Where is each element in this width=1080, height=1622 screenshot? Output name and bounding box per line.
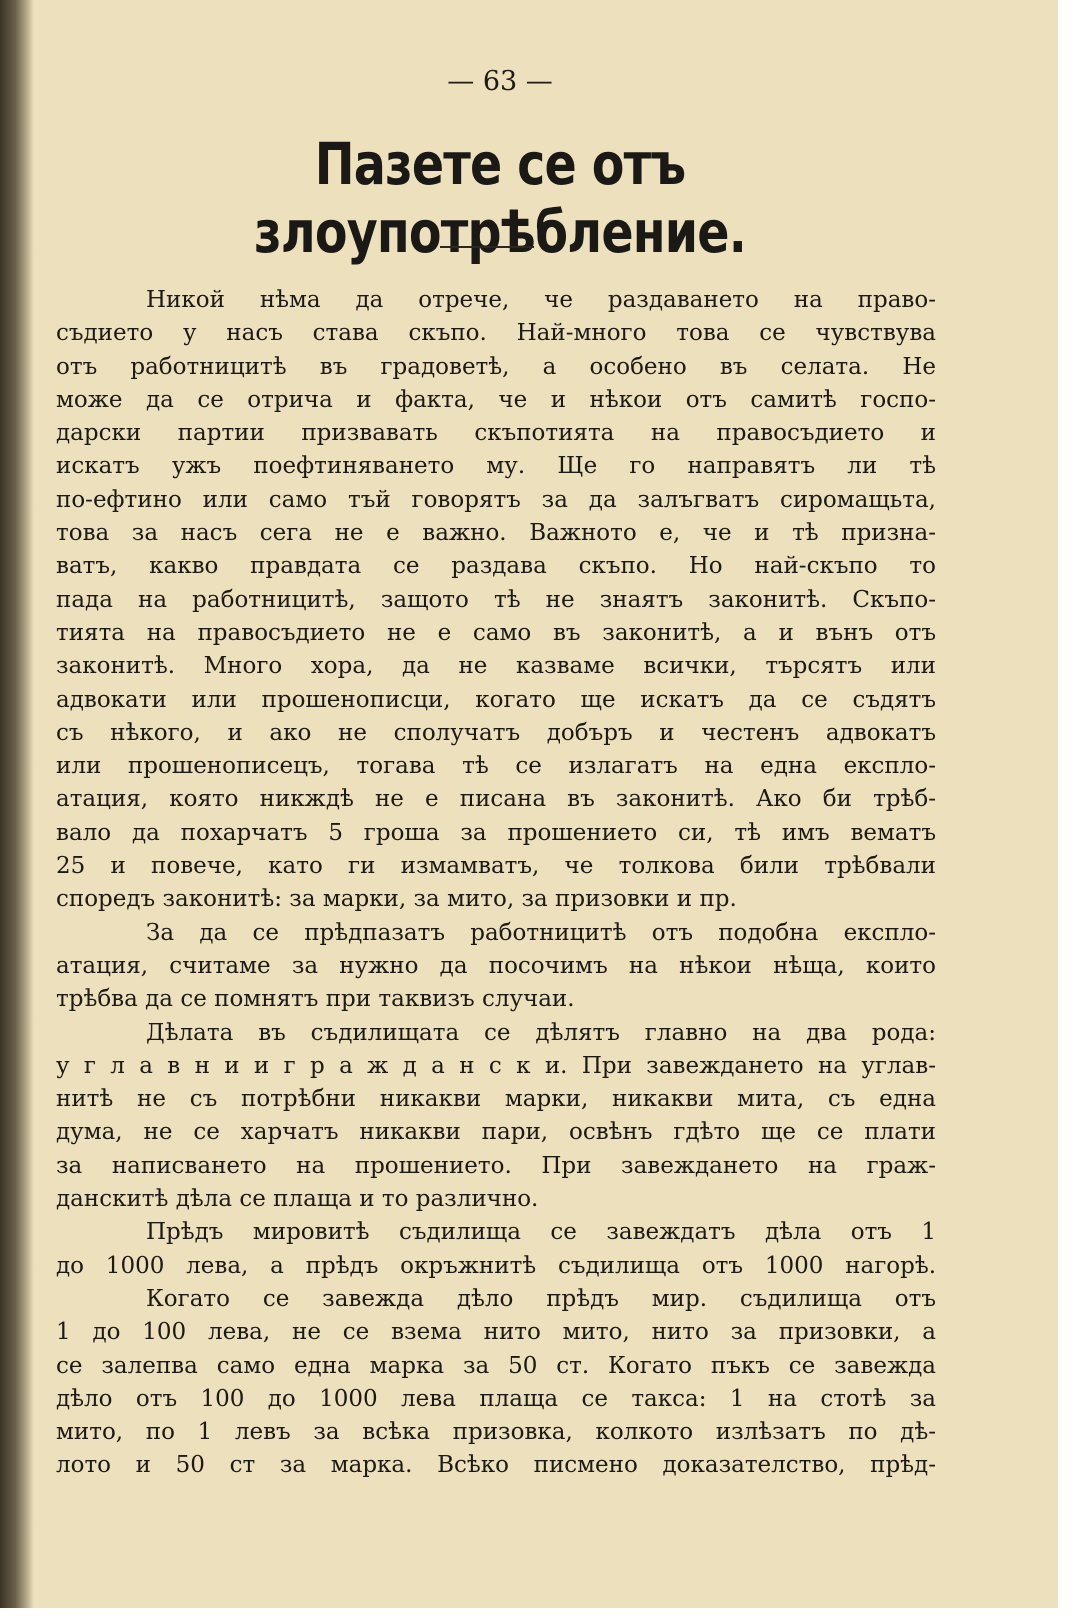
text-line: дѣло отъ 100 до 1000 лева плаща се такса: 1 на стотѣ за [56, 1385, 936, 1412]
text-line: или прошенописецъ, тогава тѣ се излагатъ на една експло- [56, 753, 936, 780]
text-line: За да се прѣдпазатъ работницитѣ отъ подобна експло- [146, 919, 936, 946]
text-line: адвокати или прошенописци, когато ще искатъ да се съдятъ [56, 686, 936, 713]
text-line: ватъ, какво правдата се раздава скъпо. Но най-скъпо то [56, 553, 936, 580]
text-line: по-ефтино или само тъй говорятъ за да залъгватъ сиромащьта, [56, 486, 936, 513]
body-text [56, 284, 936, 1483]
text-line: пада на работницитѣ, защото тѣ не знаятъ законитѣ. Скъпо- [56, 586, 936, 613]
text-line: отъ работницитѣ въ градоветѣ, а особено въ селата. Не [56, 353, 936, 380]
page-title: Пазете се отъ злоупотрѣбление. [254, 130, 746, 266]
text-line: 25 и повече, като ги измамватъ, че толкова били трѣбвали [56, 853, 936, 880]
text-line: атация, считаме за нужно да посочимъ на нѣкои нѣща, които [56, 952, 936, 979]
text-line: искатъ ужъ поефтиняването му. Ще го направятъ ли тѣ [56, 453, 936, 480]
text-line: дума, не се харчатъ никакви пари, освѣнъ гдѣто ще се плати [56, 1119, 936, 1146]
text-line: за написването на прошението. При завеждането на граж- [56, 1152, 936, 1179]
text-line: Никой нѣма да отрече, че раздаването на право- [146, 287, 936, 313]
text-line: вало да похарчатъ 5 гроша за прошението си, тѣ имъ вематъ [56, 819, 936, 846]
text-line: 1 до 100 лева, не се взема нито мито, нито за призовки, а [56, 1319, 936, 1346]
text-line: данскитѣ дѣла се плаща и то различно. [56, 1186, 539, 1213]
text-line: Прѣдъ мировитѣ съдилища се завеждатъ дѣла отъ 1 [146, 1219, 936, 1246]
text-line: споредъ законитѣ: за марки, за мито, за призовки и пр. [56, 886, 737, 913]
text-line: може да се отрича и факта, че и нѣкои отъ самитѣ госпо- [56, 386, 936, 413]
text-line: законитѣ. Много хора, да не казваме всички, търсятъ или [56, 653, 936, 680]
text-line: дарски партии призвавать скъпотията на правосъдието и [56, 420, 936, 447]
text-line: тията на правосъдието не е само въ законитѣ, а и вънъ отъ [56, 619, 936, 646]
text-line: съдието у насъ става скъпо. Най-много това се чувствува [56, 320, 936, 347]
title-divider [440, 246, 534, 248]
text-line: Дѣлата въ съдилищата се дѣлятъ главно на два рода: [146, 1019, 936, 1046]
text-line: атация, която никждѣ не е писана въ законитѣ. Ако би трѣб- [56, 786, 936, 813]
page-number: — 63 — [447, 66, 553, 97]
text-line: това за насъ сега не е важно. Важното е, че и тѣ призна- [56, 520, 936, 547]
text-line: трѣбва да се помнятъ при таквизъ случаи. [56, 986, 575, 1013]
text-line: се залепва само една марка за 50 ст. Когато пъкъ се завежда [56, 1352, 936, 1379]
book-spine-shadow [0, 0, 34, 1608]
text-line: нитѣ не съ потрѣбни никакви марки, никакви мита, съ една [56, 1086, 936, 1113]
text-line: до 1000 лева, а прѣдъ окръжнитѣ съдилища отъ 1000 нагорѣ. [56, 1252, 936, 1279]
text-line: съ нѣкого, и ако не сполучатъ добъръ и честенъ адвокатъ [56, 719, 936, 746]
text-line: лото и 50 ст за марка. Всѣко писмено доказателство, прѣд- [56, 1452, 936, 1479]
text-line: у г л а в н и и г р а ж д а н с к и. При завеждането на углав- [56, 1052, 936, 1079]
text-line: Когато се завежда дѣло прѣдъ мир. съдилища отъ [146, 1285, 936, 1312]
text-line: мито, по 1 левъ за всѣка призовка, колкото излѣзатъ по дѣ- [56, 1419, 936, 1446]
